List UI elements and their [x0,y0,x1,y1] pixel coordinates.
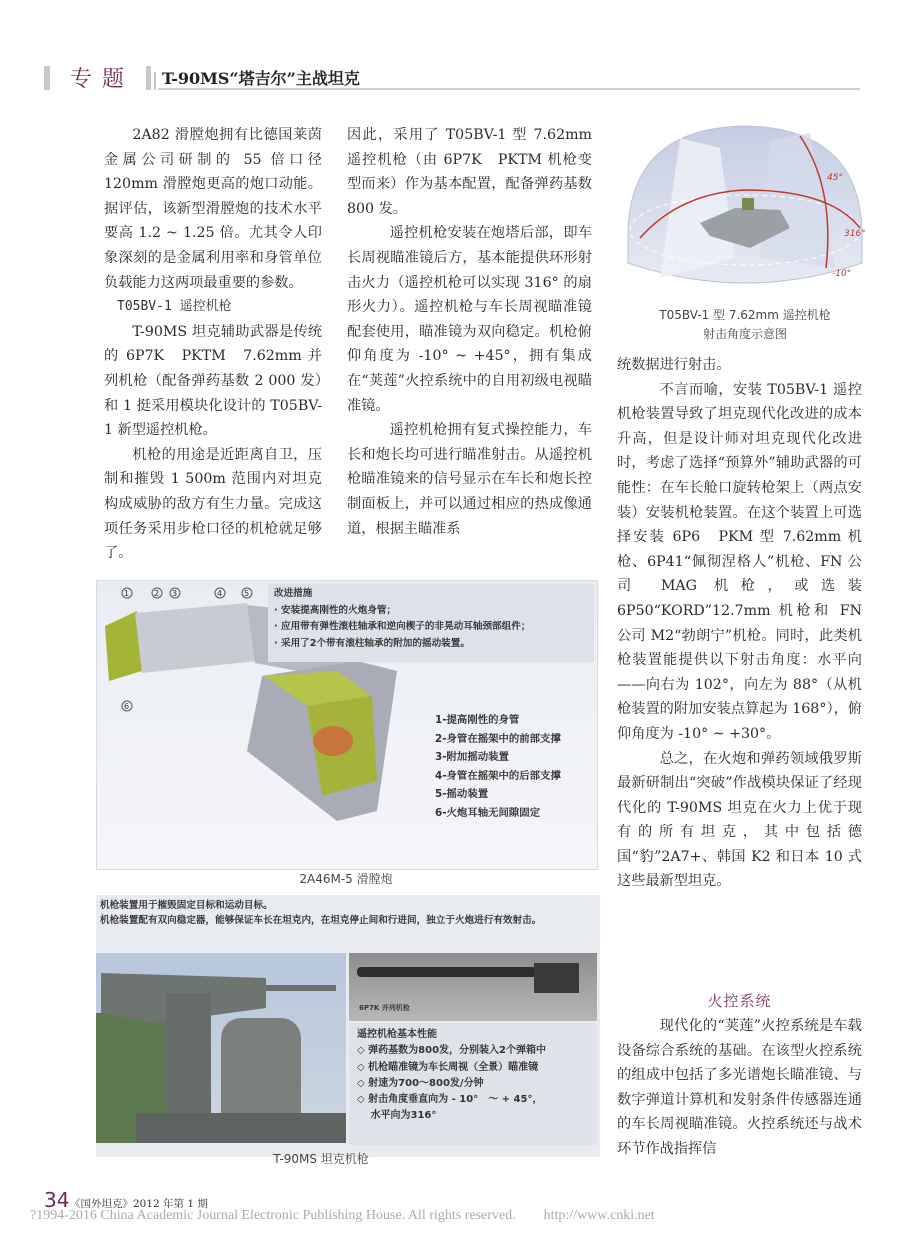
svg-text:3: 3 [172,589,178,598]
column-1 [104,123,322,566]
figure-caption: 2A46M-5 滑膛炮 [299,872,393,886]
svg-text:4: 4 [217,589,223,598]
page-number: 34 [44,1188,70,1212]
article-title: T-90MS“塔吉尔”主战坦克 [162,69,360,88]
section-label: 专题 [70,67,135,92]
section-heading: 火控系统 [707,992,772,1010]
paragraph: 遥控机枪拥有复式操控能力，车长和炮长均可进行瞄准射击。从遥控机枪瞄准镜来的信号显示在车长和炮长控制面板上，并可以通过相应的热成像通道，根据主瞄准系 [347,422,592,537]
svg-text:6: 6 [124,702,130,711]
paragraph: 遥控机枪安装在炮塔后部，即车长周视瞄准镜后方，基本能提供环形射击火力（遥控机枪可以实现 316° 的扇形火力）。遥控机枪与车长周视瞄准镜配套使用，瞄准镜为双向稳定。机枪俯仰角度为 -10° ~ +45°，拥有集成在“荚莲”火控系统中的自用初级电视瞄准镜。 [347,225,592,414]
figure-caption: T-90MS 坦克机枪 [273,1152,369,1166]
parts-legend: 1-提高刚性的身管 2-身管在摇架中的前部支撑 3-附加摇动装置 4-身管在摇架中的后部支撑 5-摇动装置 6-火炮耳轴无间隙固定 [435,714,561,819]
dome-illustration [620,118,870,303]
copyright-notice: ?1994-2016 China Academic Journal Electronic Publishing House. All rights reserved. http://www.cnki.net [30,1208,655,1223]
paragraph: 机枪的用途是近距离自卫，压制和摧毁 1 500m 范围内对坦克构成威胁的敌方有生力量。完成这项任务采用步枪口径的机枪就足够了。 [104,446,322,562]
improvement-notes: 改进措施 · 安装提高刚性的火炮身管； · 应用带有弹性滚柱轴承和逆向楔子的非晃动耳轴颈部组件； · 采用了2个带有滚柱轴承的附加的摇动装置。 [268,584,594,662]
column-3-lower [617,1014,862,1162]
performance-box: 遥控机枪基本性能 ◇ 弹药基数为800发，分别装入2个弹箱中 ◇ 机枪瞄准镜为车长周视（全景）瞄准镜 ◇ 射速为700～800发/分钟 ◇ 射击角度垂直向为 - 10° ～ + 45°， 水平向为316° [349,1023,597,1145]
paragraph: 因此，采用了 T05BV-1 型 7.62mm 遥控机枪（由 6P7K PKTM 机枪变型而来）作为基本配置，配备弹药基数 800 发。 [347,127,592,217]
svg-text:-10°: -10° [832,269,852,279]
firing-angle-diagram [620,118,870,348]
figure-caption: T05BV-1 型 7.62mm 遥控机枪 射击角度示意图 [659,308,831,341]
subheading: T05BV-1 遥控机枪 [117,299,232,315]
svg-text:1: 1 [124,589,130,598]
journal-issue: 《国外坦克》2012 年第 1 期 [70,1198,208,1210]
header-rule [158,88,860,90]
svg-text:5: 5 [244,589,250,598]
svg-text:2: 2 [154,589,160,598]
svg-text:45°: 45° [827,173,843,183]
header-bar-decoration [154,72,156,90]
paragraph: 现代化的“荚莲”火控系统是车载设备综合系统的基础。在该型火控系统的组成中包括了多光谱炮长瞄准镜、与数字弹道计算机和发射条件传感器连通的车长周视瞄准镜。火控系统还与战术环节作战指挥信 [617,1018,862,1157]
column-3 [617,353,862,894]
paragraph: T-90MS 坦克辅助武器是传统的 6P7K PKTM 7.62mm 并列机枪（配备弹药基数 2 000 发）和 1 挺采用模块化设计的 T05BV-1 新型遥控机枪。 [104,323,322,439]
paragraph: 2A82 滑膛炮拥有比德国莱茵金属公司研制的 55 倍口径 120mm 滑膛炮更高的炮口动能。据评估，该新型滑膛炮的技术水平要高 1.2 ~ 1.25 倍。尤其令人印象深刻的是金属利用率和身管单位负载能力这两项最重要的参数。 [104,127,322,291]
header-bar-decoration [44,66,50,90]
coaxial-mg-photo: 6P7K 并列机枪 [349,953,597,1021]
svg-text:316°: 316° [844,229,866,239]
paragraph: 统数据进行射击。 [617,357,731,373]
column-2 [347,123,592,541]
turret-photo [96,953,346,1143]
mg-notes: 机枪装置用于摧毁固定目标和运动目标。 机枪装置配有双向稳定器，能够保证车长在坦克内，在坦克停止间和行进间，独立于火炮进行有效射击。 [100,900,542,926]
paragraph: 总之，在火炮和弹药领域俄罗斯最新研制出“突破”作战模块保证了经现代化的 T-90MS 坦克在火力上优于现有的所有坦克，其中包括德国“豹”2A7+、韩国 K2 和日本 10 式这些最新型坦克。 [617,750,862,890]
machine-gun-figure [96,895,600,1157]
header-bar-decoration [146,66,151,90]
gun-diagram-figure [96,580,598,870]
paragraph: 不言而喻，安装 T05BV-1 遥控机枪装置导致了坦克现代化改进的成本升高，但是设计师对坦克现代化改进时，考虑了选择“预算外”辅助武器的可能性：在车长舱口旋转枪架上（两点安装）安装机枪装置。在这个装置上可选择安装 6P6 PKM 型 7.62mm 机枪、6P41“佩彻涅格人”机枪、FN 公司 MAG 机枪，或选装 6P50“KORD”12.7mm 机枪和 FN 公司 M2“勃朗宁”机枪。同时，此类机枪装置能提供以下射击角度：水平向——向右为 102°，向左为 88°（从机枪装置的附加安装点算起为 168°），俯仰角度为 -10° ~ +30°。 [617,381,862,742]
